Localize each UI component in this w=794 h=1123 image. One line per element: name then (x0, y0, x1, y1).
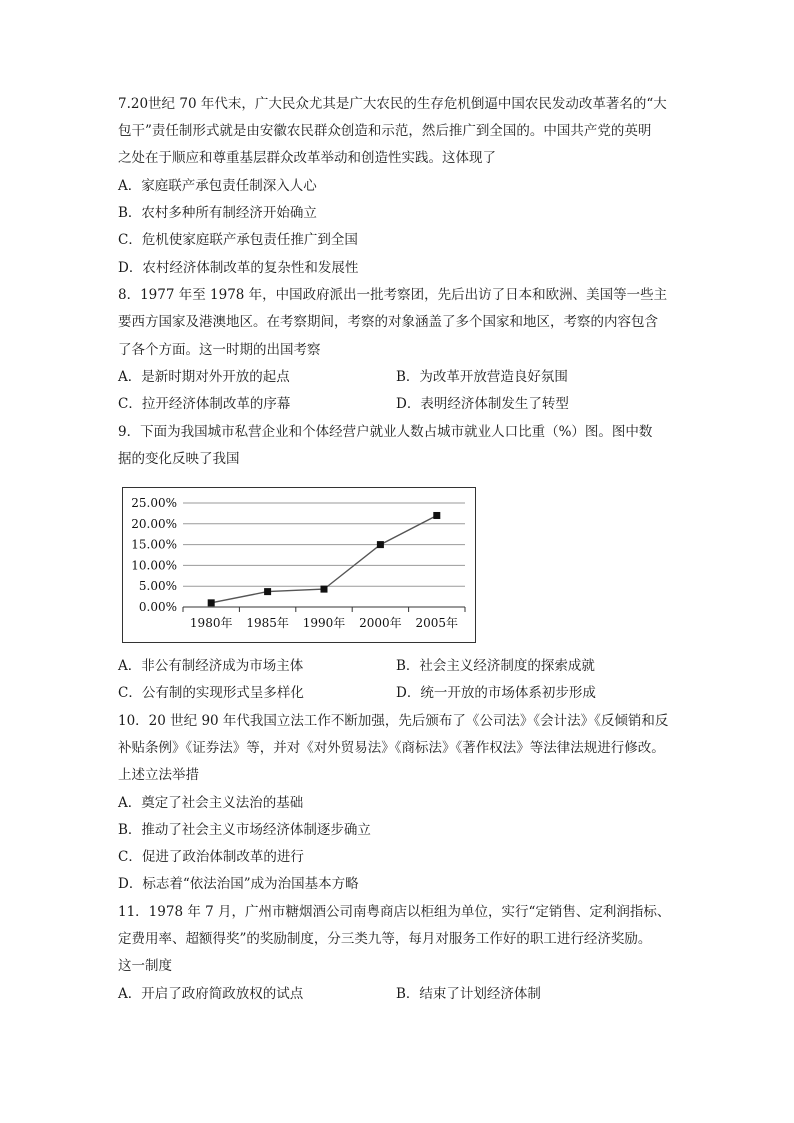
q10-stem-line-2: 补贴条例》《证券法》等，并对《对外贸易法》《商标法》《著作权法》等法律法规进行修改。 (118, 740, 665, 756)
chart-canvas (123, 488, 477, 644)
q8-option-d: D．表明经济体制发生了转型 (396, 396, 569, 412)
q8-stem-line-2: 要西方国家及港澳地区。在考察期间，考察的对象涵盖了多个国家和地区，考察的内容包含 (118, 314, 658, 330)
x-tick-label: 1990年 (302, 616, 346, 630)
q9-option-c: C．公有制的实现形式呈多样化 (118, 685, 304, 701)
q11-stem-line-1: 11．1978 年 7 月，广州市糖烟酒公司南粤商店以柜组为单位，实行“定销售、定利润指标、 (118, 904, 671, 920)
q11-stem-line-3: 这一制度 (118, 958, 172, 974)
q9-stem-line-2: 据的变化反映了我国 (118, 451, 240, 467)
q10-option-d: D．标志着“依法治国”成为治国基本方略 (118, 876, 359, 892)
q7-stem-line-2: 包干”责任制形式就是由安徽农民群众创造和示范，然后推广到全国的。中国共产党的英明 (118, 123, 652, 139)
q9-option-a: A．非公有制经济成为市场主体 (118, 658, 304, 674)
data-point (264, 588, 271, 595)
q9-stem-line-1: 9．下面为我国城市私营企业和个体经营户就业人数占城市就业人口比重（%）图。图中数 (118, 424, 653, 440)
x-tick-label: 2005年 (415, 616, 459, 630)
q10-option-a: A．奠定了社会主义法治的基础 (118, 795, 304, 811)
q11-option-b: B．结束了计划经济体制 (396, 986, 541, 1002)
y-tick-label: 10.00% (131, 558, 177, 573)
q8-stem-line-3: 了各个方面。这一时期的出国考察 (118, 342, 321, 358)
q8-option-c: C．拉开经济体制改革的序幕 (118, 396, 291, 412)
data-point (433, 512, 440, 519)
data-point (377, 541, 384, 548)
x-tick-label: 2000年 (359, 616, 402, 630)
q7-stem-line-3: 之处在于顺应和尊重基层群众改革举动和创造性实践。这体现了 (118, 150, 496, 166)
q7-option-d: D．农村经济体制改革的复杂性和发展性 (118, 260, 359, 276)
y-tick-label: 25.00% (131, 496, 177, 510)
x-tick-label: 1985年 (246, 616, 289, 630)
y-tick-label: 5.00% (138, 579, 177, 594)
y-tick-label: 20.00% (131, 516, 177, 531)
q7-stem-line-1: 7.20世纪 70 年代末，广大民众尤其是广大农民的生存危机倒逼中国农民发动改革著名的“大 (118, 96, 667, 112)
y-tick-label: 0.00% (138, 600, 177, 614)
q8-option-a: A．是新时期对外开放的起点 (118, 369, 290, 385)
q9-option-d: D．统一开放的市场体系初步形成 (396, 685, 596, 701)
q8-option-b: B．为改革开放营造良好氛围 (396, 369, 568, 385)
q11-stem-line-2: 定费用率、超额得奖”的奖励制度，分三类九等，每月对服务工作好的职工进行经济奖励。 (118, 931, 652, 947)
q10-option-c: C．促进了政治体制改革的进行 (118, 849, 304, 865)
q8-stem-line-1: 8．1977 年至 1978 年，中国政府派出一批考察团，先后出访了日本和欧洲、美国等一些主 (118, 287, 668, 303)
y-tick-label: 15.00% (131, 537, 177, 552)
q7-option-b: B．农村多种所有制经济开始确立 (118, 205, 317, 221)
employment-ratio-chart (122, 487, 476, 643)
q11-option-a: A．开启了政府简政放权的试点 (118, 986, 304, 1002)
q7-option-c: C．危机使家庭联产承包责任推广到全国 (118, 232, 358, 248)
q10-stem-line-3: 上述立法举措 (118, 767, 199, 783)
q7-option-a: A．家庭联产承包责任制深入人心 (118, 178, 317, 194)
q9-option-b: B．社会主义经济制度的探索成就 (396, 658, 595, 674)
data-point (208, 599, 215, 606)
x-tick-label: 1980年 (189, 616, 233, 630)
data-point (321, 586, 328, 593)
q10-stem-line-1: 10．20 世纪 90 年代我国立法工作不断加强，先后颁布了《公司法》《会计法》《反倾销和反 (118, 713, 669, 729)
q10-option-b: B．推动了社会主义市场经济体制逐步确立 (118, 822, 371, 838)
